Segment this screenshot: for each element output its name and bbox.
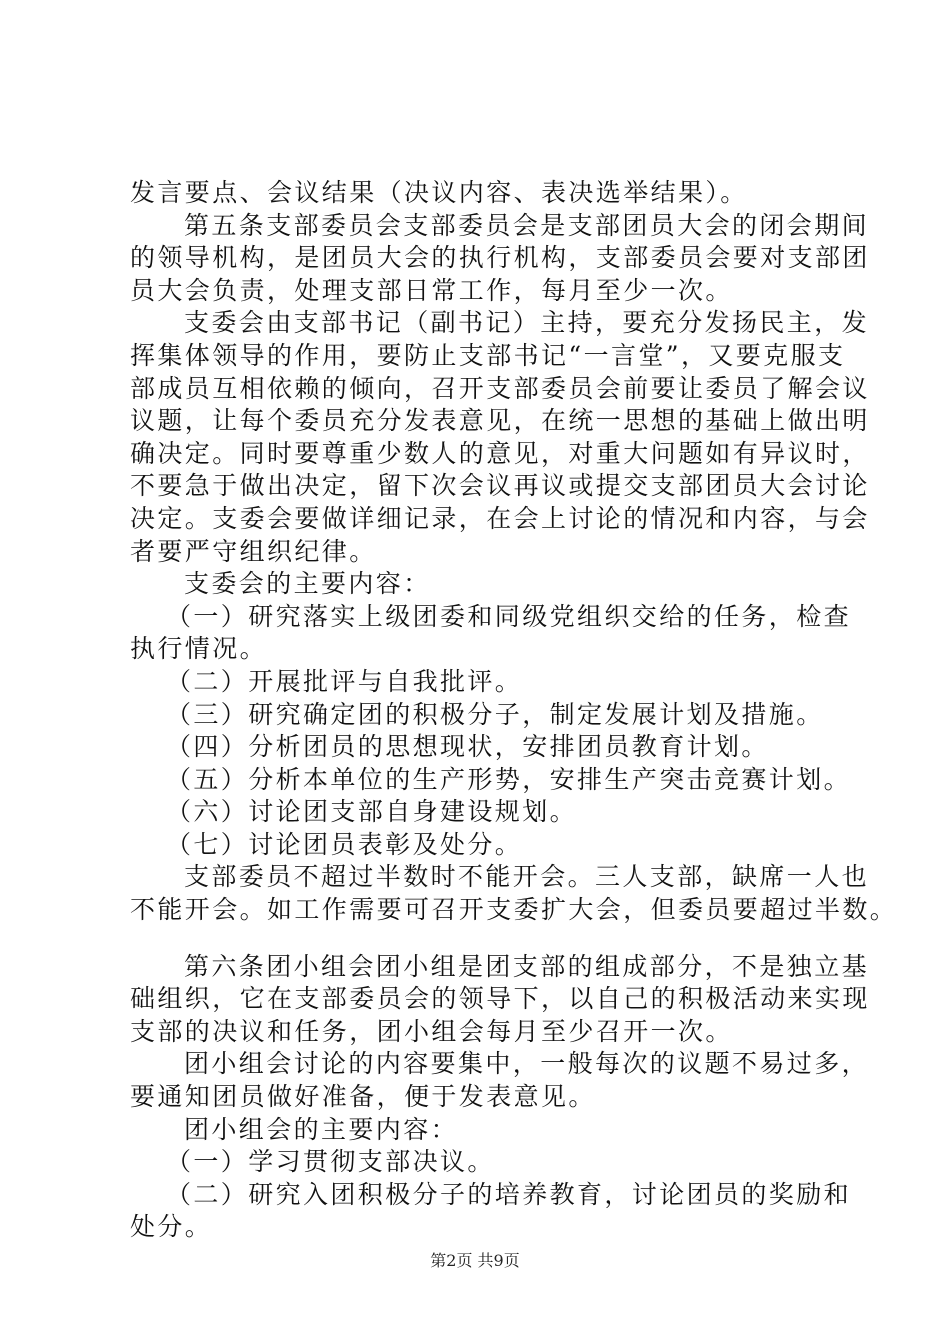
text-line: 支委会由支部书记（副书记）主持，要充分发扬民主，发 xyxy=(184,308,870,338)
text-line: 不能开会。如工作需要可召开支委扩大会，但委员要超过半数。 xyxy=(130,895,898,925)
list-item: （一）学习贯彻支部决议。 xyxy=(166,1147,495,1177)
text-line: 团小组会讨论的内容要集中，一般每次的议题不易过多， xyxy=(184,1049,870,1079)
text-line: 员大会负责，处理支部日常工作，每月至少一次。 xyxy=(130,275,733,305)
text-line: 决定。支委会要做详细记录，在会上讨论的情况和内容，与会 xyxy=(130,503,870,533)
list-item: （一）研究落实上级团委和同级党组织交给的任务，检查 xyxy=(166,601,852,631)
text-line: 支委会的主要内容： xyxy=(184,569,431,599)
text-line: 第六条团小组会团小组是团支部的组成部分，不是独立基 xyxy=(184,951,870,981)
text-line: 要通知团员做好准备，便于发表意见。 xyxy=(130,1082,596,1112)
text-line: 支部委员不超过半数时不能开会。三人支部，缺席一人也 xyxy=(184,862,870,892)
text-line: 议题，让每个委员充分发表意见，在统一思想的基础上做出明 xyxy=(130,406,870,436)
list-item: （六）讨论团支部自身建设规划。 xyxy=(166,797,578,827)
text-line: 执行情况。 xyxy=(130,634,268,664)
list-item: （二）开展批评与自我批评。 xyxy=(166,666,523,696)
page-number-footer: 第2页 共9页 xyxy=(430,1251,520,1270)
list-item: （二）研究入团积极分子的培养教育，讨论团员的奖励和 xyxy=(166,1179,852,1209)
text-line: 不要急于做出决定，留下次会议再议或提交支部团员大会讨论 xyxy=(130,471,870,501)
text-line: 的领导机构，是团员大会的执行机构，支部委员会要对支部团 xyxy=(130,243,870,273)
text-line: 确决定。同时要尊重少数人的意见，对重大问题如有异议时， xyxy=(130,438,870,468)
list-item: （七）讨论团员表彰及处分。 xyxy=(166,829,523,859)
text-line: 挥集体领导的作用，要防止支部书记“一言堂”，又要克服支 xyxy=(130,340,846,370)
text-line: 部成员互相依赖的倾向，召开支部委员会前要让委员了解会议 xyxy=(130,373,870,403)
text-line: 者要严守组织纪律。 xyxy=(130,536,377,566)
text-line: 发言要点、会议结果（决议内容、表决选举结果）。 xyxy=(130,178,748,207)
text-line: 处分。 xyxy=(130,1212,213,1242)
paragraph-gap xyxy=(130,927,840,951)
list-item: （五）分析本单位的生产形势，安排生产突击竞赛计划。 xyxy=(166,764,852,794)
text-line: 础组织，它在支部委员会的领导下，以自己的积极活动来实现 xyxy=(130,984,870,1014)
list-item: （三）研究确定团的积极分子，制定发展计划及措施。 xyxy=(166,699,824,729)
document-body xyxy=(130,177,898,1244)
list-item: （四）分析团员的思想现状，安排团员教育计划。 xyxy=(166,732,769,762)
text-line: 第五条支部委员会支部委员会是支部团员大会的闭会期间 xyxy=(184,210,870,240)
text-line: 支部的决议和任务，团小组会每月至少召开一次。 xyxy=(130,1016,733,1046)
text-line: 团小组会的主要内容： xyxy=(184,1114,459,1144)
